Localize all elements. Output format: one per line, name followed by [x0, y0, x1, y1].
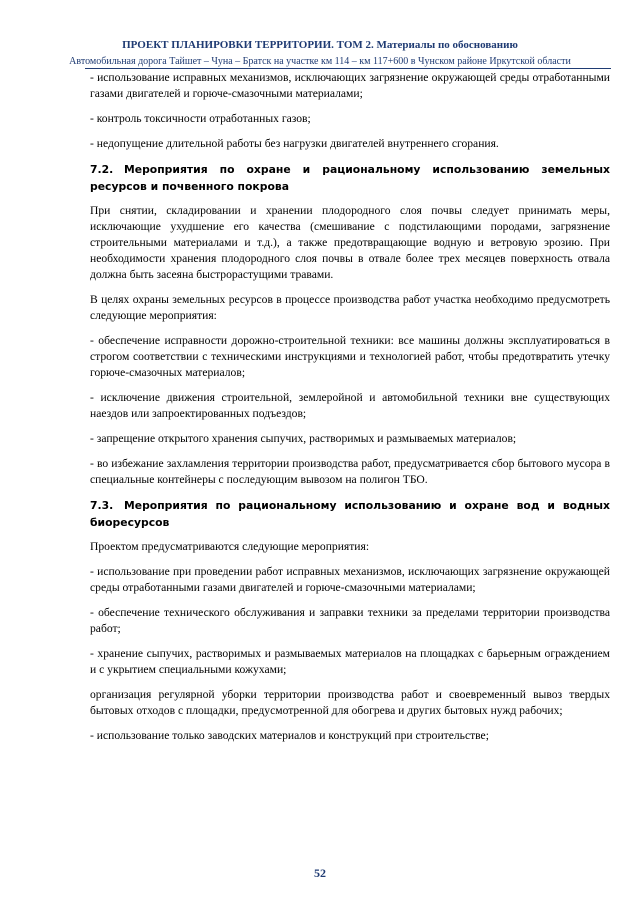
paragraph: - использование исправных механизмов, исключающих загрязнение окружающей среды отработанными газами двигателей и горюче-смазочными материалами;: [90, 71, 610, 100]
section-heading-7-2: [90, 161, 610, 195]
paragraph: - обеспечение технического обслуживания и заправки техники за пределами территории производства работ;: [90, 606, 610, 635]
paragraph: - исключение движения строительной, землеройной и автомобильной техники вне существующих наездов или запроектированных подъездов;: [90, 391, 610, 420]
paragraph: В целях охраны земельных ресурсов в процессе производства работ участка необходимо предусмотреть следующие мероприятия:: [90, 293, 610, 322]
paragraph: - контроль токсичности отработанных газов;: [90, 112, 311, 125]
section-title: Мероприятия по рациональному использованию и охране вод и водных биоресурсов: [90, 499, 610, 529]
section-number: 7.2.: [90, 163, 114, 176]
paragraph: - хранение сыпучих, растворимых и размываемых материалов на площадках с барьерным ограждением и с укрытием специальными кожухами;: [90, 647, 610, 676]
section-heading-7-3: [90, 497, 610, 531]
paragraph: - во избежание захламления территории производства работ, предусматривается сбор бытового мусора в специальные контейнеры с последующим вывозом на полигон ТБО.: [90, 457, 610, 486]
paragraph: Проектом предусматриваются следующие мероприятия:: [90, 540, 370, 553]
page-number: 52: [314, 866, 326, 880]
header-divider: [85, 68, 611, 69]
document-body: [90, 70, 610, 744]
paragraph: - использование при проведении работ исправных механизмов, исключающих загрязнение окружающей среды отработанными газами двигателей и горюче-смазочными материалами;: [90, 565, 610, 594]
paragraph: - использование только заводских материалов и конструкций при строительстве;: [90, 729, 489, 742]
paragraph: При снятии, складировании и хранении плодородного слоя почвы следует принимать меры, исключающие ухудшение его качества (смешивание с подстилающими породами, загрязнение строительными материалами и т.д.), а также предотвращающие водную и ветровую эрозию. При необходимости хранения плодородного слоя почвы в отвале более трех месяцев поверхность отвала должна быть засеяна быстрорастущими травами.: [90, 204, 610, 281]
section-title: Мероприятия по охране и рациональному использованию земельных ресурсов и почвенного покрова: [90, 163, 610, 193]
paragraph: - запрещение открытого хранения сыпучих, растворимых и размываемых материалов;: [90, 432, 517, 445]
section-number: 7.3.: [90, 499, 114, 512]
header-title: ПРОЕКТ ПЛАНИРОВКИ ТЕРРИТОРИИ. ТОМ 2. Материалы по обоснованию: [122, 39, 518, 51]
paragraph: организация регулярной уборки территории производства работ и своевременный вывоз твердых бытовых отходов с площадки, предусмотренной для обогрева и других бытовых нужд рабочих;: [90, 688, 610, 717]
header-subtitle: Автомобильная дорога Тайшет – Чуна – Братск на участке км 114 – км 117+600 в Чунском районе Иркутской области: [69, 56, 571, 67]
paragraph: - обеспечение исправности дорожно-строительной техники: все машины должны эксплуатироваться в строгом соответствии с техническими инструкциями и технологией работ, чтобы предотвратить утечку горюче-смазочных материалов;: [90, 334, 610, 379]
paragraph: - недопущение длительной работы без нагрузки двигателей внутреннего сгорания.: [90, 137, 499, 150]
